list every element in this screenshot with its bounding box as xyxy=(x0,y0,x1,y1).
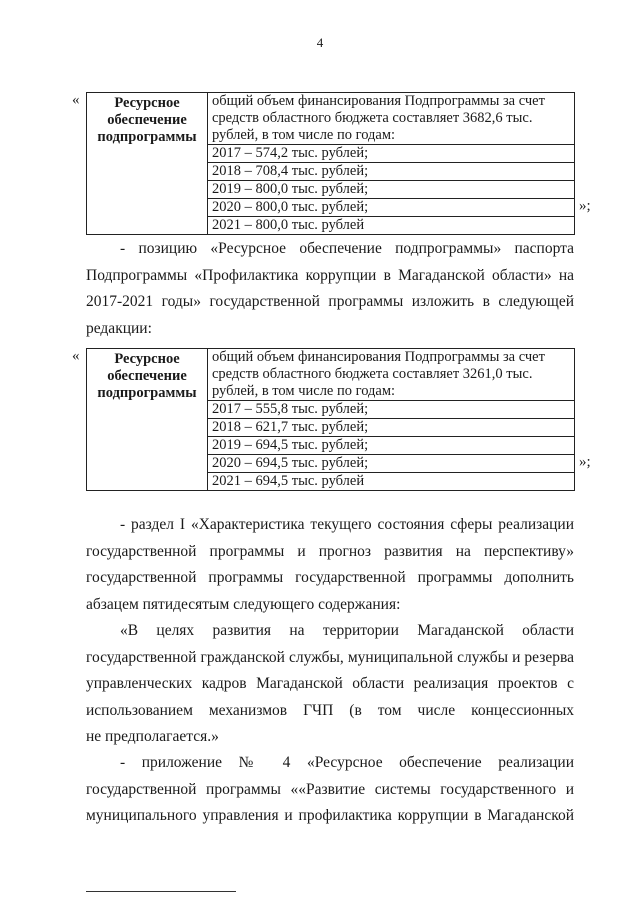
resource-table-new xyxy=(86,348,575,491)
text-line: 2017-2021 годы» государственной программы изложить в следующей xyxy=(86,293,574,311)
closing-quote: »; xyxy=(579,198,591,214)
table-line: рублей, в том числе по годам: xyxy=(212,127,396,143)
table-line: средств областного бюджета составляет 3682,6 тыс. xyxy=(212,110,533,126)
text-line: - позицию «Ресурсное обеспечение подпрограммы» паспорта xyxy=(120,240,574,257)
text-line: редакции: xyxy=(86,319,152,337)
table-line: общий объем финансирования Подпрограммы за счет xyxy=(212,349,545,365)
paragraph-quoted-addition xyxy=(86,618,574,751)
table-label-cell: Ресурсное обеспечение подпрограммы xyxy=(87,93,208,235)
text-line: государственной гражданской службы, муниципальной службы и резерва xyxy=(86,648,574,666)
opening-quote: « xyxy=(72,92,80,108)
opening-quote: « xyxy=(72,348,80,364)
table-label-cell: Ресурсное обеспечение подпрограммы xyxy=(87,349,208,491)
text-line: не предполагается.» xyxy=(86,728,219,746)
text-line: «В целях развития на территории Магаданской области xyxy=(120,622,574,639)
text-line: абзацем пятидесятым следующего содержания: xyxy=(86,595,401,613)
table-line: 2018 – 708,4 тыс. рублей; xyxy=(208,162,574,180)
table-content-cell xyxy=(208,93,575,235)
table-line: средств областного бюджета составляет 3261,0 тыс. xyxy=(212,366,533,382)
text-line: государственной программы и прогноз развития на перспективу» xyxy=(86,542,574,560)
resource-table-old xyxy=(86,92,575,235)
paragraph-section-change xyxy=(86,512,574,618)
text-line: управленческих кадров Магаданской области реализация проектов с xyxy=(86,675,574,693)
table-line: 2019 – 800,0 тыс. рублей; xyxy=(208,180,574,198)
table-line: рублей, в том числе по годам: xyxy=(212,383,396,399)
closing-quote: »; xyxy=(579,454,591,470)
text-line: Подпрограммы «Профилактика коррупции в Магаданской области» на xyxy=(86,266,574,284)
table-line: 2017 – 574,2 тыс. рублей; xyxy=(208,144,574,162)
table-line: 2017 – 555,8 тыс. рублей; xyxy=(208,400,574,418)
table-line: 2020 – 800,0 тыс. рублей; xyxy=(208,198,574,216)
page-number: 4 xyxy=(316,35,324,50)
text-line: использованием механизмов ГЧП (в том числе концессионных xyxy=(86,701,574,719)
table-line: 2019 – 694,5 тыс. рублей; xyxy=(208,436,574,454)
footnote-rule xyxy=(86,891,236,892)
text-line: - раздел I «Характеристика текущего состояния сферы реализации xyxy=(120,516,574,533)
table-content-cell xyxy=(208,349,575,491)
text-line: муниципального управления и профилактика коррупции в Магаданской xyxy=(86,807,574,825)
text-line: государственной программы ««Развитие системы государственного и xyxy=(86,780,574,798)
table-line: общий объем финансирования Подпрограммы за счет xyxy=(212,93,545,109)
table-line: 2021 – 694,5 тыс. рублей xyxy=(208,472,574,490)
table-line: 2018 – 621,7 тыс. рублей; xyxy=(208,418,574,436)
text-line: - приложение № 4 «Ресурсное обеспечение реализации xyxy=(120,754,574,771)
table-line: 2020 – 694,5 тыс. рублей; xyxy=(208,454,574,472)
table-line: 2021 – 800,0 тыс. рублей xyxy=(208,216,574,234)
text-line: государственной программы государственной программы дополнить xyxy=(86,569,574,587)
paragraph-position-change xyxy=(86,236,574,342)
paragraph-appendix-change xyxy=(86,750,574,830)
